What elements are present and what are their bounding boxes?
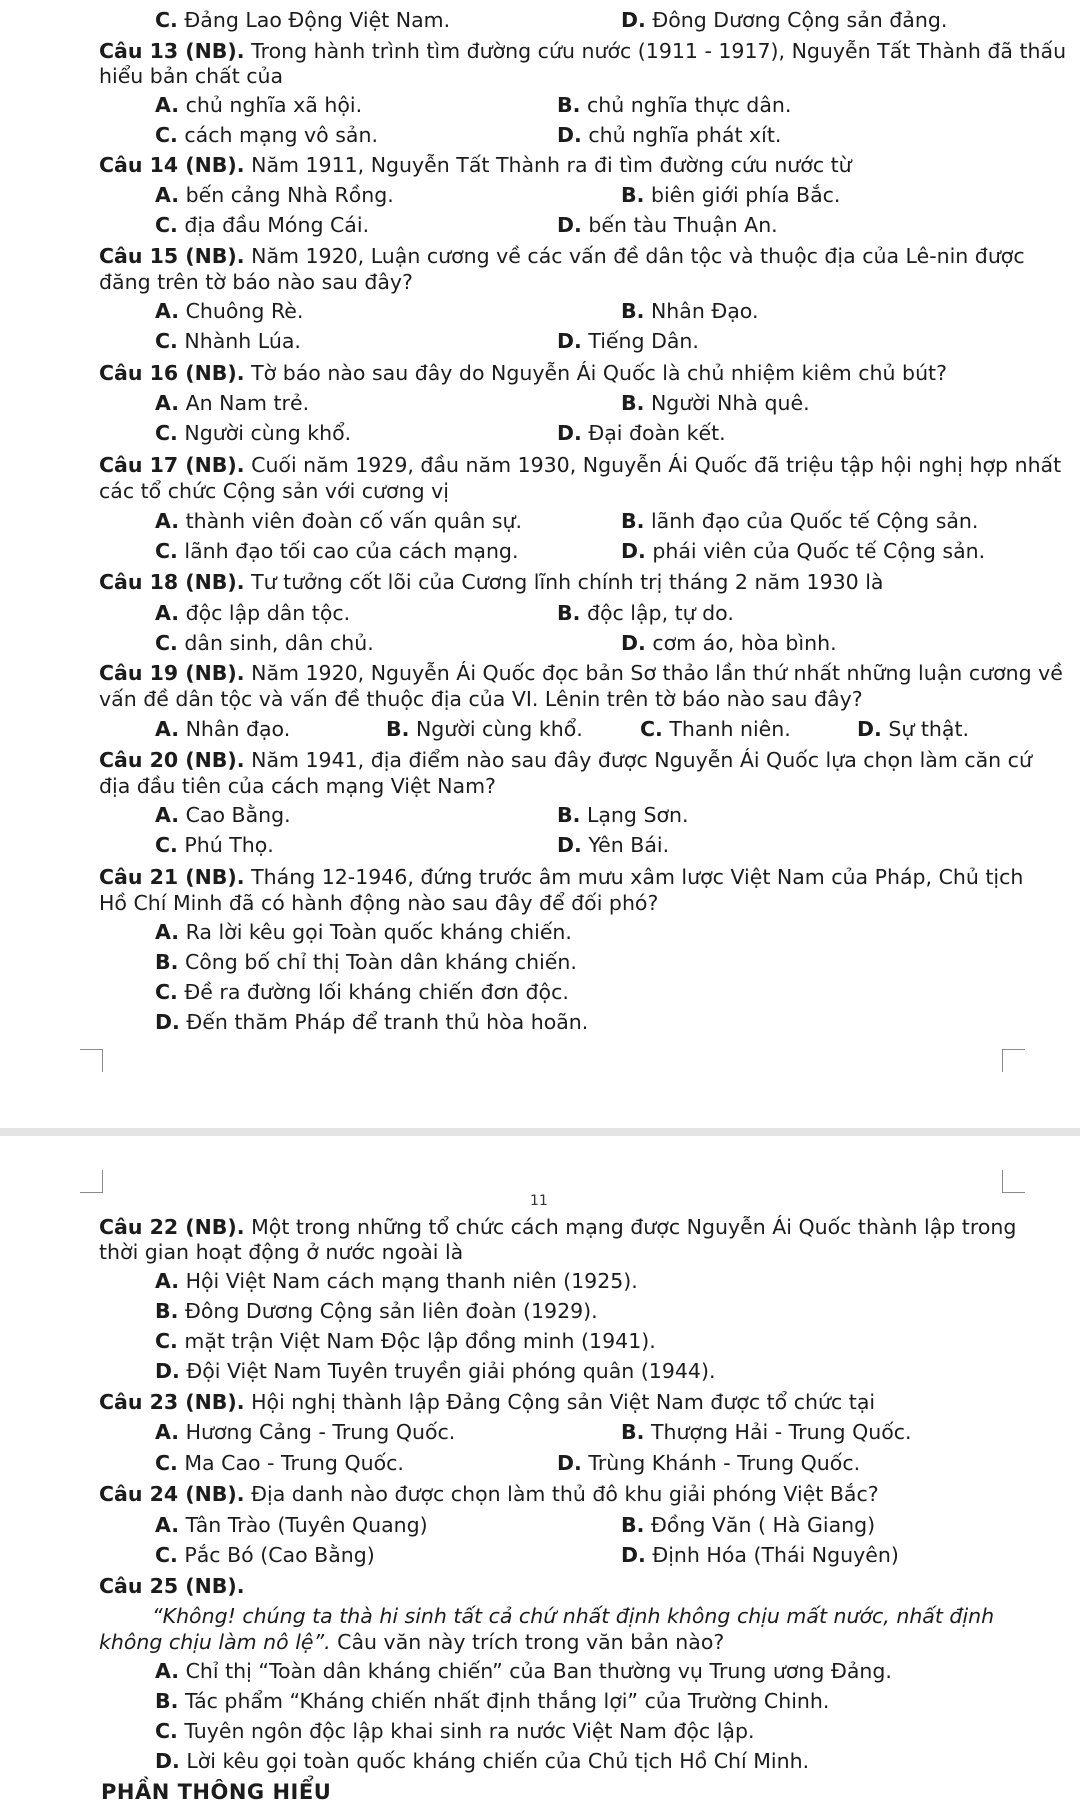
option-text: độc lập dân tộc. xyxy=(185,601,351,625)
option-text: Ra lời kêu gọi Toàn quốc kháng chiến. xyxy=(185,920,572,944)
option-label: D. xyxy=(557,123,582,147)
option-text: An Nam trẻ. xyxy=(185,391,310,415)
option-text: chủ nghĩa phát xít. xyxy=(588,123,782,147)
option-text: Đồng Văn ( Hà Giang) xyxy=(650,1513,876,1537)
option-label: B. xyxy=(155,1689,179,1713)
option-text: chủ nghĩa xã hội. xyxy=(185,93,363,117)
option-text: Đại đoàn kết. xyxy=(588,421,726,445)
option-label: A. xyxy=(155,1513,180,1537)
option-text: Thanh niên. xyxy=(669,717,791,741)
option-label: A. xyxy=(155,1420,180,1444)
option-text: Phú Thọ. xyxy=(184,833,274,857)
question-number: Câu 24 (NB). xyxy=(99,1482,245,1506)
option-b xyxy=(621,508,978,535)
option-label: B. xyxy=(621,391,645,415)
option-label: A. xyxy=(155,920,180,944)
question-19-line-1 xyxy=(99,660,1063,687)
option-label: B. xyxy=(621,1420,645,1444)
option-c xyxy=(155,1718,755,1745)
question-21-line-1 xyxy=(99,864,1023,891)
option-label: B. xyxy=(557,803,581,827)
option-label: D. xyxy=(557,421,582,445)
option-d xyxy=(621,630,837,657)
question-20-line-1 xyxy=(99,747,1032,774)
option-a xyxy=(155,1658,892,1685)
option-label: C. xyxy=(155,631,178,655)
option-d xyxy=(155,1358,715,1385)
option-d xyxy=(557,420,726,447)
option-b xyxy=(557,802,689,829)
question-16-line-1 xyxy=(99,360,947,387)
option-d xyxy=(621,1542,899,1569)
option-label: D. xyxy=(155,1749,180,1773)
option-label: C. xyxy=(155,833,178,857)
option-label: C. xyxy=(155,1543,178,1567)
question-text: Tờ báo nào sau đây do Nguyễn Ái Quốc là chủ nhiệm kiêm chủ bút? xyxy=(251,361,947,385)
option-label: D. xyxy=(155,1010,180,1034)
option-text: cơm áo, hòa bình. xyxy=(652,631,837,655)
option-c xyxy=(155,630,374,657)
option-text: Lời kêu gọi toàn quốc kháng chiến của Chủ tịch Hồ Chí Minh. xyxy=(186,1749,810,1773)
option-label: B. xyxy=(557,601,581,625)
option-text: Đông Dương Cộng sản liên đoàn (1929). xyxy=(184,1299,598,1323)
option-text: Người cùng khổ. xyxy=(184,421,352,445)
option-b xyxy=(557,600,734,627)
option-text: Đông Dương Cộng sản đảng. xyxy=(652,8,948,32)
option-label: A. xyxy=(155,601,180,625)
option-text: Thượng Hải - Trung Quốc. xyxy=(650,1420,912,1444)
option-text: Đến thăm Pháp để tranh thủ hòa hoãn. xyxy=(186,1010,589,1034)
question-20-line-2: địa đầu tiên của cách mạng Việt Nam? xyxy=(99,774,496,798)
option-c xyxy=(155,7,450,34)
question-text: Năm 1911, Nguyễn Tất Thành ra đi tìm đường cứu nước từ xyxy=(251,153,852,177)
option-b xyxy=(155,1298,598,1325)
option-b xyxy=(621,1512,875,1539)
option-label: B. xyxy=(155,1299,179,1323)
option-text: Đội Việt Nam Tuyên truyền giải phóng quân (1944). xyxy=(186,1359,716,1383)
option-label: A. xyxy=(155,1269,180,1293)
crop-mark xyxy=(80,1170,103,1193)
option-text: lãnh đạo tối cao của cách mạng. xyxy=(184,539,519,563)
question-13-line-2: hiểu bản chất của xyxy=(99,64,284,88)
option-b xyxy=(621,390,810,417)
option-label: B. xyxy=(621,299,645,323)
question-14-line-1 xyxy=(99,152,852,179)
option-label: A. xyxy=(155,1659,180,1683)
option-text: chủ nghĩa thực dân. xyxy=(586,93,792,117)
question-number: Câu 19 (NB). xyxy=(99,661,245,685)
question-number: Câu 13 (NB). xyxy=(99,39,245,63)
question-text: Trong hành trình tìm đường cứu nước (1911 - 1917), Nguyễn Tất Thành đã thấu xyxy=(251,39,1067,63)
quote-line-2 xyxy=(99,1629,724,1656)
option-a xyxy=(155,802,291,829)
option-label: A. xyxy=(155,391,180,415)
option-text: Tân Trào (Tuyên Quang) xyxy=(185,1513,428,1537)
question-15-line-1 xyxy=(99,243,1025,270)
question-number: Câu 14 (NB). xyxy=(99,153,245,177)
option-text: Nhân Đạo. xyxy=(650,299,759,323)
option-text: Nhân đạo. xyxy=(185,717,291,741)
option-text: Sự thật. xyxy=(888,717,970,741)
option-label: D. xyxy=(857,717,882,741)
option-label: A. xyxy=(155,183,180,207)
option-label: B. xyxy=(155,950,179,974)
option-text: Tuyên ngôn độc lập khai sinh ra nước Việt Nam độc lập. xyxy=(184,1719,755,1743)
option-label: D. xyxy=(557,833,582,857)
option-c xyxy=(155,1328,656,1355)
option-text: Lạng Sơn. xyxy=(586,803,689,827)
option-label: D. xyxy=(621,1543,646,1567)
option-text: Ma Cao - Trung Quốc. xyxy=(184,1451,404,1475)
option-b xyxy=(621,1419,912,1446)
question-number: Câu 17 (NB). xyxy=(99,453,245,477)
option-d xyxy=(155,1009,588,1036)
option-b xyxy=(155,949,577,976)
question-22-line-1 xyxy=(99,1214,1016,1241)
question-21-line-2: Hồ Chí Minh đã có hành động nào sau đây để đối phó? xyxy=(99,891,659,915)
question-number: Câu 15 (NB). xyxy=(99,244,245,268)
option-a xyxy=(155,1419,455,1446)
option-a xyxy=(155,182,394,209)
option-text: dân sinh, dân chủ. xyxy=(184,631,374,655)
option-text: thành viên đoàn cố vấn quân sự. xyxy=(185,509,523,533)
option-text: Công bố chỉ thị Toàn dân kháng chiến. xyxy=(184,950,577,974)
option-label: B. xyxy=(557,93,581,117)
option-label: C. xyxy=(155,980,178,1004)
crop-mark xyxy=(1002,1170,1025,1193)
crop-mark xyxy=(80,1049,103,1072)
question-number: Câu 23 (NB). xyxy=(99,1390,245,1414)
option-label: B. xyxy=(621,509,645,533)
option-c xyxy=(155,1542,375,1569)
question-text: Tháng 12-1946, đứng trước âm mưu xâm lược Việt Nam của Pháp, Chủ tịch xyxy=(251,865,1024,889)
option-a xyxy=(155,919,572,946)
section-heading: PHẦN THÔNG HIỂU xyxy=(101,1780,332,1804)
option-d xyxy=(857,716,969,743)
option-a xyxy=(155,390,309,417)
option-text: Đảng Lao Động Việt Nam. xyxy=(184,8,451,32)
option-text: Chuông Rè. xyxy=(185,299,304,323)
option-label: C. xyxy=(155,8,178,32)
option-label: C. xyxy=(155,539,178,563)
option-b xyxy=(557,92,791,119)
option-label: D. xyxy=(621,539,646,563)
option-c xyxy=(155,832,274,859)
question-text: Năm 1920, Luận cương về các vấn đề dân tộc và thuộc địa của Lê-nin được xyxy=(251,244,1025,268)
option-label: D. xyxy=(557,1451,582,1475)
option-text: độc lập, tự do. xyxy=(586,601,734,625)
option-label: C. xyxy=(155,1329,178,1353)
option-c xyxy=(155,122,378,149)
question-17-line-2: các tổ chức Cộng sản với cương vị xyxy=(99,479,449,503)
option-text: Định Hóa (Thái Nguyên) xyxy=(652,1543,899,1567)
option-text: cách mạng vô sản. xyxy=(184,123,378,147)
option-text: phái viên của Quốc tế Cộng sản. xyxy=(652,539,986,563)
option-label: B. xyxy=(621,1513,645,1537)
page-separator xyxy=(0,1128,1080,1136)
question-17-line-1 xyxy=(99,452,1061,479)
option-text: Nhành Lúa. xyxy=(184,329,301,353)
option-label: C. xyxy=(155,1451,178,1475)
option-d xyxy=(557,1450,860,1477)
option-label: D. xyxy=(621,631,646,655)
question-25-head xyxy=(99,1573,245,1600)
option-text: Hương Cảng - Trung Quốc. xyxy=(185,1420,456,1444)
option-d xyxy=(621,538,985,565)
option-c xyxy=(155,328,301,355)
option-text: Hội Việt Nam cách mạng thanh niên (1925). xyxy=(185,1269,638,1293)
option-label: B. xyxy=(621,183,645,207)
question-22-line-2: thời gian hoạt động ở nước ngoài là xyxy=(99,1240,464,1264)
option-label: C. xyxy=(155,123,178,147)
option-label: A. xyxy=(155,509,180,533)
question-24-line-1 xyxy=(99,1481,879,1508)
question-19-line-2: vấn đề dân tộc và vấn đề thuộc địa của VI. Lênin trên tờ báo nào sau đây? xyxy=(99,687,863,711)
option-a xyxy=(155,716,290,743)
option-d xyxy=(557,212,778,239)
option-text: biên giới phía Bắc. xyxy=(650,183,841,207)
question-text: Cuối năm 1929, đầu năm 1930, Nguyễn Ái Quốc đã triệu tập hội nghị hợp nhất xyxy=(251,453,1062,477)
option-c xyxy=(155,1450,404,1477)
option-label: A. xyxy=(155,717,180,741)
quote-text: không chịu làm nô lệ”. xyxy=(99,1630,331,1654)
option-a xyxy=(155,508,522,535)
option-text: Trùng Khánh - Trung Quốc. xyxy=(588,1451,861,1475)
option-text: lãnh đạo của Quốc tế Cộng sản. xyxy=(650,509,979,533)
option-b xyxy=(621,298,759,325)
option-d xyxy=(557,328,699,355)
option-text: Pắc Bó (Cao Bằng) xyxy=(184,1543,375,1567)
question-text: Năm 1920, Nguyễn Ái Quốc đọc bản Sơ thảo lần thứ nhất những luận cương về xyxy=(251,661,1063,685)
option-a xyxy=(155,92,362,119)
option-label: D. xyxy=(155,1359,180,1383)
option-label: C. xyxy=(155,1719,178,1743)
option-text: Cao Bằng. xyxy=(185,803,291,827)
option-text: Đề ra đường lối kháng chiến đơn độc. xyxy=(184,980,569,1004)
question-text: Hội nghị thành lập Đảng Cộng sản Việt Nam được tổ chức tại xyxy=(251,1390,876,1414)
option-text: địa đầu Móng Cái. xyxy=(184,213,370,237)
option-text: mặt trận Việt Nam Độc lập đồng minh (1941). xyxy=(184,1329,656,1353)
question-23-line-1 xyxy=(99,1389,875,1416)
question-text: Câu văn này trích trong văn bản nào? xyxy=(337,1630,725,1654)
option-c xyxy=(155,212,369,239)
option-b xyxy=(386,716,583,743)
option-label: C. xyxy=(640,717,663,741)
option-c xyxy=(155,420,351,447)
option-label: D. xyxy=(557,329,582,353)
option-b xyxy=(155,1688,829,1715)
option-d xyxy=(621,7,947,34)
question-text: Địa danh nào được chọn làm thủ đô khu giải phóng Việt Bắc? xyxy=(251,1482,879,1506)
option-text: Chỉ thị “Toàn dân kháng chiến” của Ban thường vụ Trung ương Đảng. xyxy=(185,1659,892,1683)
option-label: A. xyxy=(155,299,180,323)
option-text: Người cùng khổ. xyxy=(415,717,583,741)
question-number: Câu 22 (NB). xyxy=(99,1215,245,1239)
question-text: Một trong những tổ chức cách mạng được Nguyễn Ái Quốc thành lập trong xyxy=(251,1215,1017,1239)
option-text: Tiếng Dân. xyxy=(588,329,699,353)
option-text: bến cảng Nhà Rồng. xyxy=(185,183,394,207)
question-15-line-2: đăng trên tờ báo nào sau đây? xyxy=(99,270,413,294)
option-c xyxy=(155,979,569,1006)
option-a xyxy=(155,1512,428,1539)
question-number: Câu 16 (NB). xyxy=(99,361,245,385)
option-label: C. xyxy=(155,329,178,353)
question-number: Câu 21 (NB). xyxy=(99,865,245,889)
option-label: A. xyxy=(155,803,180,827)
option-a xyxy=(155,600,350,627)
quote-line-1: “Không! chúng ta thà hi sinh tất cả chứ nhất định không chịu mất nước, nhất định xyxy=(152,1604,995,1628)
option-label: C. xyxy=(155,421,178,445)
option-label: D. xyxy=(557,213,582,237)
option-a xyxy=(155,1268,638,1295)
option-text: Người Nhà quê. xyxy=(650,391,810,415)
option-d xyxy=(557,122,781,149)
option-text: Tác phẩm “Kháng chiến nhất định thắng lợi” của Trường Chinh. xyxy=(184,1689,830,1713)
crop-mark xyxy=(1002,1049,1025,1072)
question-13-line-1 xyxy=(99,38,1066,65)
option-c xyxy=(155,538,518,565)
option-label: C. xyxy=(155,213,178,237)
question-number: Câu 18 (NB). xyxy=(99,570,245,594)
question-number: Câu 25 (NB). xyxy=(99,1574,245,1598)
question-18-line-1 xyxy=(99,569,883,596)
page-number: 11 xyxy=(530,1193,548,1209)
question-text: Tư tưởng cốt lõi của Cương lĩnh chính trị tháng 2 năm 1930 là xyxy=(251,570,884,594)
option-b xyxy=(621,182,840,209)
option-d xyxy=(557,832,669,859)
option-text: bến tàu Thuận An. xyxy=(588,213,778,237)
option-label: A. xyxy=(155,93,180,117)
option-a xyxy=(155,298,303,325)
option-label: D. xyxy=(621,8,646,32)
option-c xyxy=(640,716,791,743)
option-text: Yên Bái. xyxy=(588,833,670,857)
question-number: Câu 20 (NB). xyxy=(99,748,245,772)
question-text: Năm 1941, địa điểm nào sau đây được Nguyễn Ái Quốc lựa chọn làm căn cứ xyxy=(251,748,1032,772)
option-label: B. xyxy=(386,717,410,741)
option-d xyxy=(155,1748,809,1775)
